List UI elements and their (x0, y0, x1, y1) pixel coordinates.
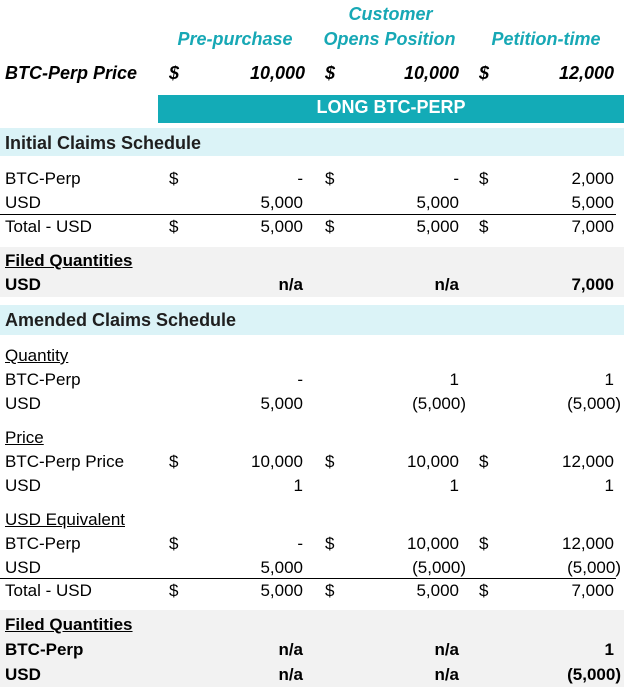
row-currency: $ (169, 169, 179, 188)
initial-claims-title: Initial Claims Schedule (5, 133, 202, 153)
row-value: 12,000 (562, 452, 614, 471)
quantity-title: Quantity (5, 346, 69, 365)
total-divider (0, 578, 616, 579)
filed-row-label: USD (5, 275, 41, 294)
row-value: 5,000 (260, 558, 303, 577)
row-currency: $ (325, 217, 335, 236)
row-label: BTC-Perp (5, 534, 81, 553)
row-value: (5,000) (567, 558, 621, 577)
row-value: 2,000 (571, 169, 614, 188)
filed-row-value: (5,000) (567, 665, 621, 684)
row-currency: $ (169, 452, 179, 471)
price-row-value: 10,000 (403, 63, 459, 83)
row-value: 7,000 (571, 217, 614, 236)
row-value: 5,000 (260, 193, 303, 212)
row-currency: $ (479, 534, 489, 553)
row-value: 5,000 (260, 581, 303, 600)
row-value: (5,000) (412, 394, 466, 413)
filed-row-value: 7,000 (571, 275, 614, 294)
row-value: 5,000 (416, 581, 459, 600)
header-pre-purchase: Pre-purchase (177, 29, 293, 49)
filed-row-value: n/a (278, 665, 303, 684)
price-row-value: 12,000 (558, 63, 614, 83)
row-currency: $ (169, 534, 179, 553)
row-label: BTC-Perp Price (5, 452, 125, 471)
row-label: Total - USD (5, 581, 92, 600)
position-banner-label: LONG BTC-PERP (316, 97, 466, 117)
row-label: USD (5, 558, 41, 577)
row-value: 1 (293, 476, 303, 495)
filed-row-value: n/a (278, 275, 303, 294)
row-label: BTC-Perp (5, 370, 81, 389)
filed-row-value: n/a (434, 640, 459, 659)
row-value: 1 (604, 476, 614, 495)
row-value: 1 (604, 370, 614, 389)
row-value: 1 (449, 370, 459, 389)
row-label: USD (5, 476, 41, 495)
amended-filed-title: Filed Quantities (5, 615, 133, 634)
row-value: (5,000) (412, 558, 466, 577)
row-value: - (297, 169, 303, 188)
row-value: - (297, 534, 303, 553)
header-petition-time: Petition-time (491, 29, 601, 49)
row-value: (5,000) (567, 394, 621, 413)
filed-row-value: n/a (434, 665, 459, 684)
row-value: 10,000 (407, 452, 459, 471)
row-value: 5,000 (260, 217, 303, 236)
row-currency: $ (169, 217, 179, 236)
filed-row-label: USD (5, 665, 41, 684)
row-currency: $ (479, 581, 489, 600)
row-label: BTC-Perp (5, 169, 81, 188)
row-value: 12,000 (562, 534, 614, 553)
price-row-currency: $ (325, 63, 336, 83)
row-value: 7,000 (571, 581, 614, 600)
row-label: Total - USD (5, 217, 92, 236)
header-customer-line1: Customer (348, 4, 433, 24)
row-currency: $ (479, 217, 489, 236)
filed-row-value: n/a (434, 275, 459, 294)
row-value: 5,000 (416, 193, 459, 212)
amended-claims-title: Amended Claims Schedule (5, 310, 237, 330)
price-row-currency: $ (479, 63, 490, 83)
filed-row-label: BTC-Perp (5, 640, 84, 659)
row-currency: $ (325, 581, 335, 600)
header-customer-line2: Opens Position (323, 29, 456, 49)
row-currency: $ (169, 581, 179, 600)
row-value: 5,000 (260, 394, 303, 413)
row-value: - (453, 169, 459, 188)
price-title: Price (5, 428, 44, 447)
row-value: 5,000 (571, 193, 614, 212)
row-value: 10,000 (251, 452, 303, 471)
initial-filed-title: Filed Quantities (5, 251, 133, 270)
row-value: - (297, 370, 303, 389)
row-currency: $ (325, 169, 335, 188)
filed-row-value: n/a (278, 640, 303, 659)
row-label: USD (5, 394, 41, 413)
total-divider (0, 214, 616, 215)
row-currency: $ (325, 452, 335, 471)
price-row-label: BTC-Perp Price (5, 63, 138, 83)
row-value: 1 (449, 476, 459, 495)
price-row-value: 10,000 (249, 63, 305, 83)
price-row-currency: $ (169, 63, 180, 83)
row-currency: $ (325, 534, 335, 553)
row-label: USD (5, 193, 41, 212)
row-value: 10,000 (407, 534, 459, 553)
row-value: 5,000 (416, 217, 459, 236)
usd-equivalent-title: USD Equivalent (5, 510, 126, 529)
filed-row-value: 1 (604, 640, 614, 659)
row-currency: $ (479, 452, 489, 471)
row-currency: $ (479, 169, 489, 188)
